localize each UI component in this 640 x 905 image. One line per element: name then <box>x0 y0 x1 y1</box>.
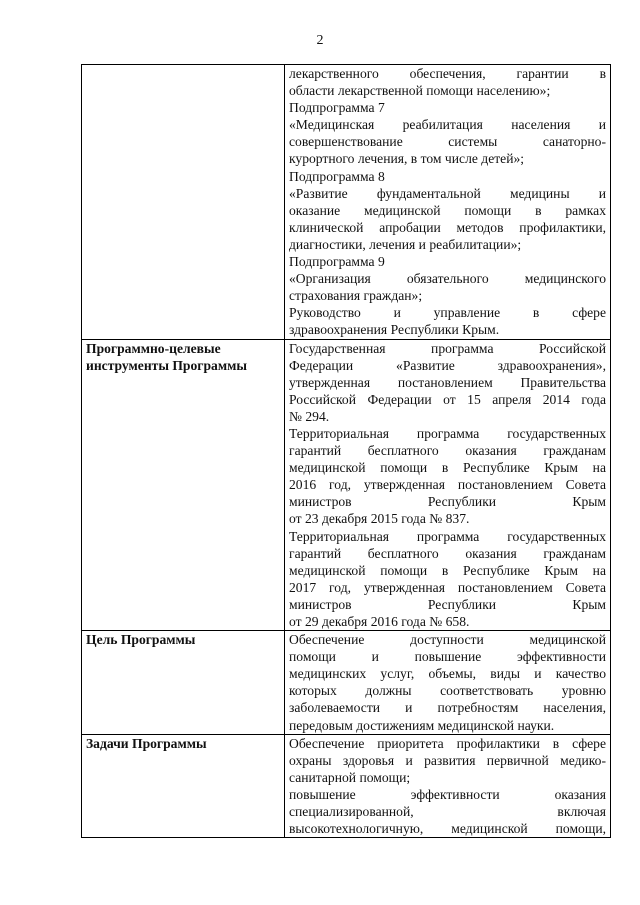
subprogram-7-title: Подпрограмма 7 <box>289 100 385 116</box>
program-passport-table <box>81 64 611 838</box>
text-line: «Организация обязательного медицинского <box>289 271 606 287</box>
text-line: заболеваемости и потребностям населения, <box>289 700 606 716</box>
text-line: медицинских услуг, объемы, виды и качество <box>289 666 606 682</box>
page-number: 2 <box>316 33 324 48</box>
text-line: Федерации «Развитие здравоохранения», <box>289 357 606 373</box>
text-line: от 23 декабря 2015 года № 837. <box>289 511 470 527</box>
text-line: которых должны соответствовать уровню <box>289 683 606 699</box>
text-line: гарантий бесплатного оказания гражданам <box>289 545 606 561</box>
target-instruments-text <box>285 339 611 631</box>
text-line: диагностики, лечения и реабилитации»; <box>289 236 522 252</box>
text-line: высокотехнологичную, медицинской помощи, <box>289 821 606 837</box>
text-line: министров Республики Крым <box>289 494 606 510</box>
table-row-target-instruments <box>82 339 611 631</box>
text-line: Руководство и управление в сфере <box>289 305 606 321</box>
text-line: «Развитие фундаментальной медицины и <box>289 185 606 201</box>
label-line: Цель Программы <box>86 632 196 648</box>
text-line: Государственная программа Российской <box>289 340 606 356</box>
label-line: инструменты Программы <box>86 357 247 373</box>
text-line: передовым достижениям медицинской науки. <box>289 717 555 733</box>
text-line: утвержденная постановлением Правительства <box>289 374 606 390</box>
text-line: Обеспечение приоритета профилактики в сфере <box>289 735 606 751</box>
text-line: Территориальная программа государственных <box>289 425 606 441</box>
text-line: помощи и повышение эффективности <box>289 649 606 665</box>
text-line: курортного лечения, в том числе детей»; <box>289 151 525 167</box>
text-line: охраны здоровья и развития первичной медико- <box>289 752 606 768</box>
subprograms-list <box>285 65 611 340</box>
text-line: медицинской помощи в Республике Крым на <box>289 460 606 476</box>
text-line: Российской Федерации от 15 апреля 2014 года <box>289 391 606 407</box>
subprogram-9-title: Подпрограмма 9 <box>289 254 385 270</box>
text-line: оказание медицинской помощи в рамках <box>289 202 606 218</box>
text-line: медицинской помощи в Республике Крым на <box>289 562 606 578</box>
text-line: «Медицинская реабилитация населения и <box>289 117 606 133</box>
text-line: от 29 декабря 2016 года № 658. <box>289 614 470 629</box>
text-line: повышение эффективности оказания <box>289 786 606 802</box>
text-line: страхования граждан»; <box>289 288 423 304</box>
text-line: области лекарственной помощи населению»; <box>289 83 551 99</box>
text-line: гарантий бесплатного оказания гражданам <box>289 443 606 459</box>
program-goal-text <box>285 631 611 735</box>
text-line: клинической апробации методов профилактики, <box>289 219 606 235</box>
text-line: специализированной, включая <box>289 804 606 820</box>
text-line: № 294. <box>289 408 330 424</box>
table-row-program-goal <box>82 631 611 735</box>
text-line: Обеспечение доступности медицинской <box>289 632 606 648</box>
text-line: 2016 год, утвержденная постановлением Совета <box>289 477 606 493</box>
label-line: Программно-целевые <box>86 340 221 356</box>
table-row-program-tasks <box>82 734 611 838</box>
text-line: министров Республики Крым <box>289 596 606 612</box>
text-line: здравоохранения Республики Крым. <box>289 322 500 338</box>
text-line: санитарной помощи; <box>289 769 411 785</box>
row-label-program-tasks <box>82 734 285 838</box>
label-line: Задачи Программы <box>86 735 207 751</box>
row-label-program-goal <box>82 631 285 735</box>
table-row-subprograms <box>82 65 611 340</box>
text-line: лекарственного обеспечения, гарантии в <box>289 66 606 81</box>
program-tasks-text <box>285 734 611 838</box>
row-label-target-instruments <box>82 339 285 631</box>
text-line: совершенствование системы санаторно- <box>289 134 606 150</box>
row-label-empty <box>82 65 285 340</box>
subprogram-8-title: Подпрограмма 8 <box>289 168 385 184</box>
text-line: 2017 год, утвержденная постановлением Совета <box>289 579 606 595</box>
text-line: Территориальная программа государственных <box>289 528 606 544</box>
